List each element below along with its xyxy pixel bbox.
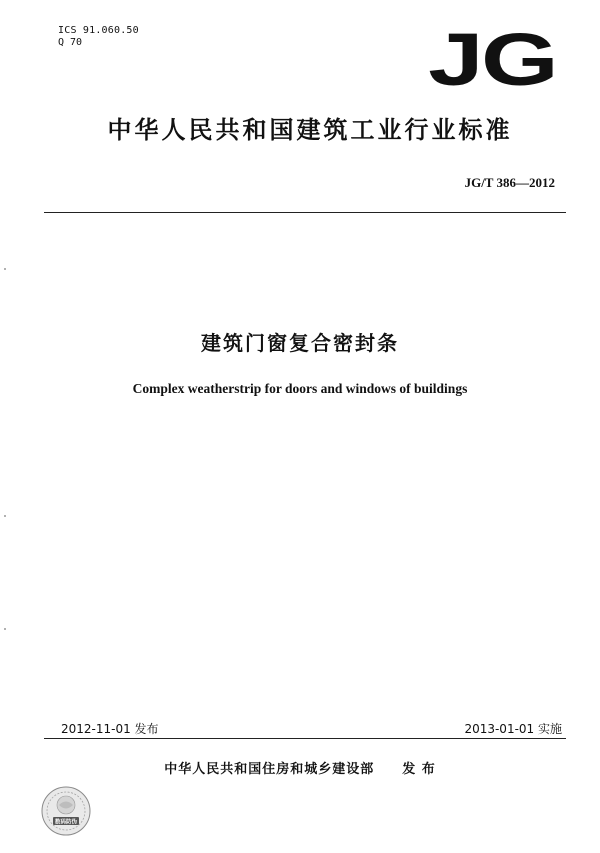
issue-date: 2012-11-01 发布 (61, 722, 159, 736)
issue-action: 发 布 (402, 762, 436, 777)
bottom-rule (44, 738, 566, 739)
seal-label: 数码防伪 (54, 819, 78, 826)
issuing-authority (0, 758, 600, 777)
anti-counterfeit-seal-icon (40, 785, 92, 837)
standard-category: 中华人民共和国建筑工业行业标准 (107, 116, 513, 144)
standard-code: JG/T 386—2012 (464, 175, 555, 190)
issuer-name: 中华人民共和国住房和城乡建设部 (164, 762, 375, 777)
top-rule (44, 212, 566, 213)
scan-mark (4, 628, 6, 630)
jg-logo: JG (428, 18, 556, 101)
scan-mark (4, 515, 6, 517)
scan-mark (4, 268, 6, 270)
ics-number: ICS 91.060.50 (58, 25, 139, 36)
document-title-chinese: 建筑门窗复合密封条 (201, 331, 399, 355)
implementation-date: 2013-01-01 实施 (464, 722, 562, 736)
document-title-english: Complex weatherstrip for doors and windows of buildings (132, 381, 468, 396)
ccs-number: Q 70 (58, 37, 83, 48)
